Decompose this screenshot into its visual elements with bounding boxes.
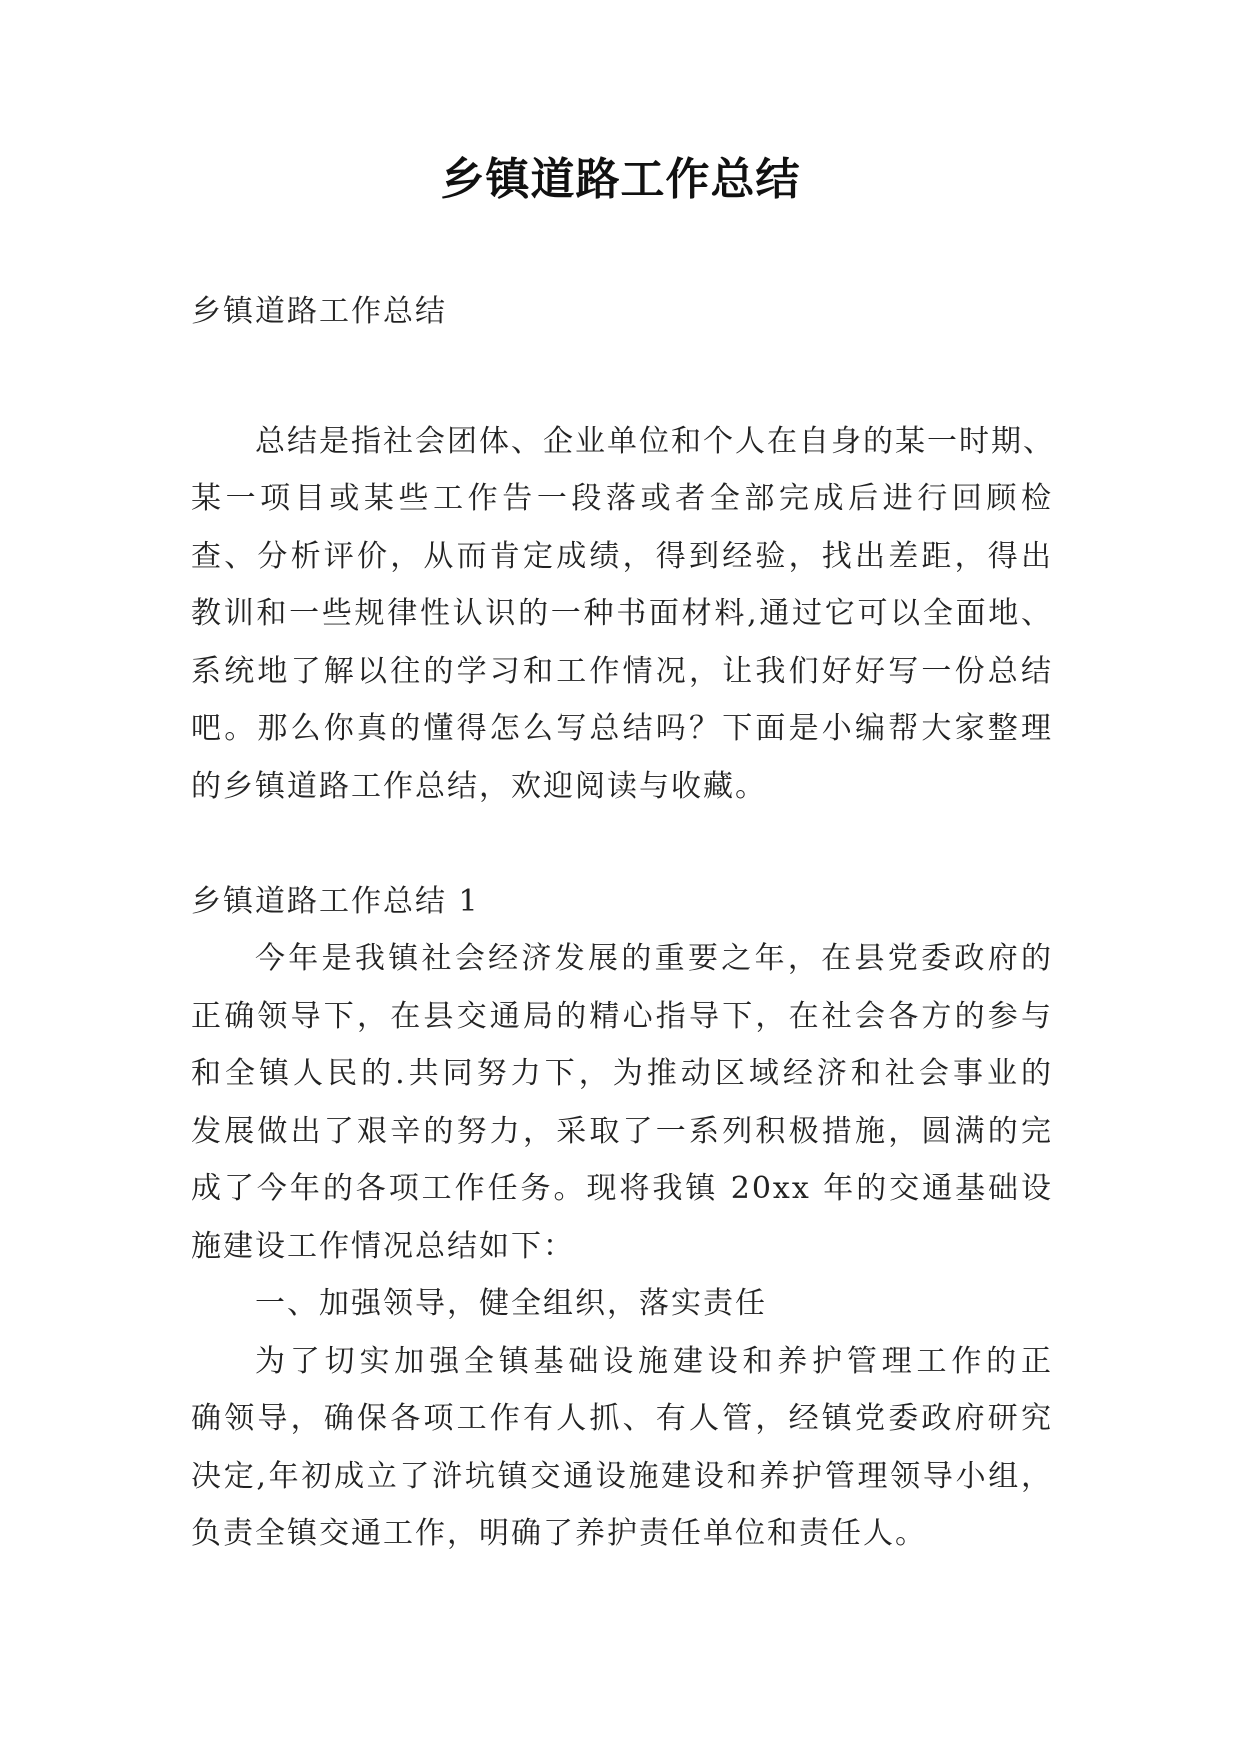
paragraph-line: 施建设工作情况总结如下： [191,1228,575,1264]
section-heading: 乡镇道路工作总结 1 [191,883,480,919]
subsection-heading: 一、加强领导，健全组织，落实责任 [255,1286,767,1321]
spacer [191,815,1053,873]
paragraph-line: 确领导，确保各项工作有人抓、有人管，经镇党委政府研究 [191,1401,1053,1436]
section-paragraph [191,930,1053,1275]
paragraph-line: 负责全镇交通工作，明确了养护责任单位和责任人。 [191,1516,927,1551]
paragraph-line: 发展做出了艰辛的努力，采取了一系列积极措施，圆满的完 [191,1113,1053,1149]
document-subtitle: 乡镇道路工作总结 [191,294,447,329]
section-paragraph [191,1333,1053,1563]
paragraph-line: 和全镇人民的.共同努力下，为推动区域经济和社会事业的 [191,1056,1053,1091]
document-body [191,283,1053,1563]
document-title: 乡镇道路工作总结 [440,154,801,205]
paragraph-line: 今年是我镇社会经济发展的重要之年，在县党委政府的 [255,941,1053,976]
paragraph-line: 系统地了解以往的学习和工作情况，让我们好好写一份总结 [191,653,1053,689]
paragraph-line: 决定,年初成立了浒坑镇交通设施建设和养护管理领导小组， [191,1458,1053,1494]
paragraph-line: 的乡镇道路工作总结，欢迎阅读与收藏。 [191,768,767,804]
paragraph-line: 教训和一些规律性认识的一种书面材料,通过它可以全面地、 [191,596,1053,631]
intro-paragraph [191,413,1053,816]
paragraph-line: 成了今年的各项工作任务。现将我镇 20xx 年的交通基础设 [191,1171,1053,1206]
paragraph-line: 正确领导下，在县交通局的精心指导下，在社会各方的参与 [191,998,1053,1034]
paragraph-line: 某一项目或某些工作告一段落或者全部完成后进行回顾检 [191,481,1053,516]
spacer [191,341,1053,413]
paragraph-line: 查、分析评价，从而肯定成绩，得到经验，找出差距，得出 [191,538,1053,574]
paragraph-line: 总结是指社会团体、企业单位和个人在自身的某一时期、 [255,423,1055,459]
paragraph-line: 吧。那么你真的懂得怎么写总结吗？下面是小编帮大家整理 [191,711,1053,746]
paragraph-line: 为了切实加强全镇基础设施建设和养护管理工作的正 [255,1343,1053,1379]
